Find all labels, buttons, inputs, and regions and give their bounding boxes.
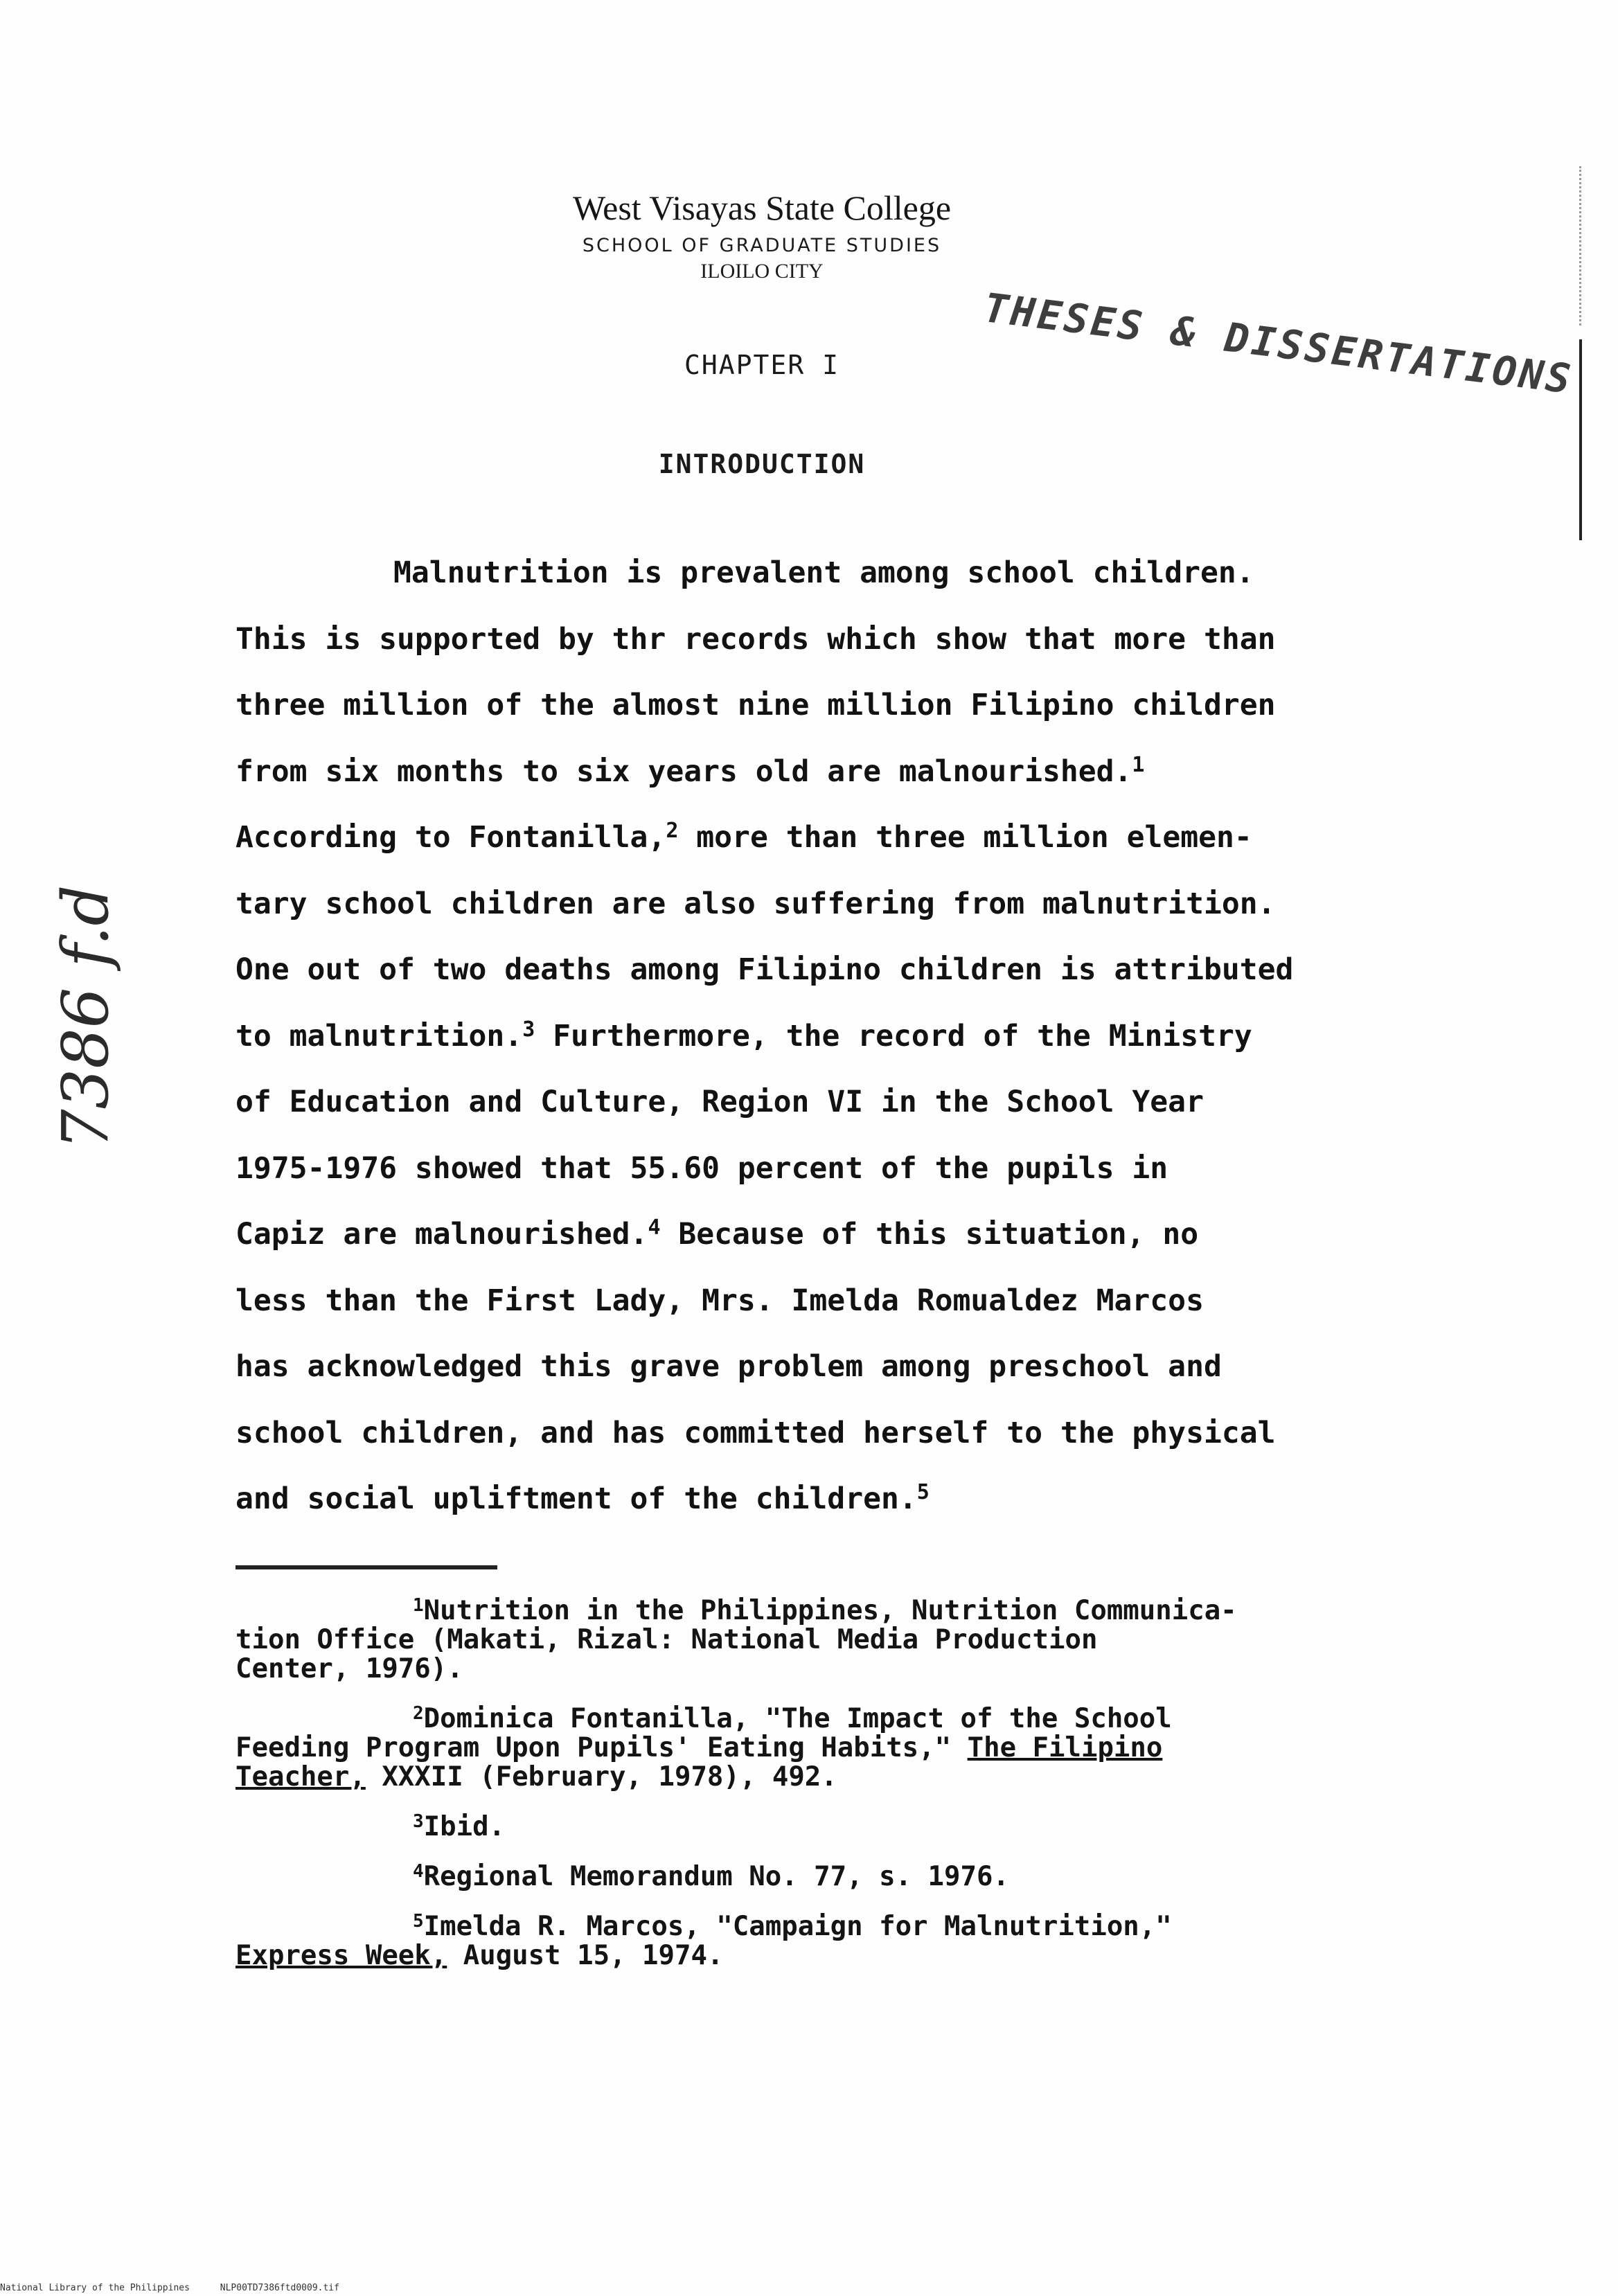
body-line — [235, 1202, 1413, 1268]
body-line — [235, 805, 1413, 871]
handwritten-call-number: 7386 f.d — [48, 884, 123, 1150]
body-text-span: from six months to six years old are malnourished. — [235, 754, 1132, 789]
body-line: school children, and has committed herself to the physical — [235, 1415, 1276, 1450]
footnote-line — [235, 1813, 1427, 1842]
footnote-line — [235, 1862, 1427, 1892]
footnote-line: Center, 1976). — [235, 1653, 463, 1684]
body-text-span: to malnutrition. — [235, 1018, 523, 1053]
scan-edge-dots — [1579, 166, 1583, 326]
footnote-text: Regional Memorandum No. 77, s. 1976. — [423, 1861, 1009, 1892]
footnote-divider — [235, 1565, 497, 1569]
body-text-span: Because of this situation, no — [660, 1217, 1199, 1252]
body-text-span: Furthermore, the record of the Ministry — [535, 1018, 1252, 1053]
footnote-line — [235, 1734, 1427, 1763]
footnote-ref: 5 — [916, 1480, 930, 1504]
footnote-text: August 15, 1974. — [447, 1940, 724, 1971]
footnote-text: XXXII (February, 1978), 492. — [365, 1761, 837, 1792]
footnote-ref: 4 — [648, 1216, 661, 1240]
body-line: 1975-1976 showed that 55.60 percent of the pupils in — [235, 1150, 1168, 1186]
section-title: INTRODUCTION — [658, 449, 866, 479]
scan-edge-bar — [1579, 339, 1582, 540]
footnote-5 — [235, 1912, 1427, 1970]
body-text-span: and social upliftment of the children. — [235, 1481, 917, 1516]
body-line: Malnutrition is prevalent among school children. — [393, 555, 1254, 590]
letterhead — [416, 187, 1108, 284]
city-name: ILOILO CITY — [700, 260, 824, 283]
footnote-line — [235, 1596, 1427, 1626]
body-line: One out of two deaths among Filipino children is attributed — [235, 952, 1294, 987]
body-line: less than the First Lady, Mrs. Imelda Romualdez Marcos — [235, 1283, 1204, 1318]
footnote-line — [235, 1705, 1427, 1734]
body-paragraph — [235, 540, 1413, 1533]
body-line: tary school children are also suffering from malnutrition. — [235, 886, 1276, 921]
footnote-number: 3 — [413, 1811, 424, 1832]
footnote-text: Dominica Fontanilla, "The Impact of the School — [423, 1703, 1172, 1734]
footnote-1 — [235, 1596, 1427, 1684]
footnote-ref: 2 — [666, 819, 679, 843]
footnote-text: Ibid. — [423, 1811, 506, 1842]
publication-title: The Filipino — [967, 1732, 1163, 1763]
file-name: NLP00TD7386ftd0009.tif — [220, 2283, 339, 2293]
footnote-line — [235, 1912, 1427, 1941]
footnote-line — [235, 1763, 1427, 1792]
body-line — [235, 739, 1413, 806]
body-text-span: According to Fontanilla, — [235, 820, 666, 855]
library-credit: National Library of the Philippines — [0, 2283, 190, 2293]
body-line — [235, 1004, 1413, 1070]
publication-title: Express Week, — [235, 1940, 447, 1971]
footnote-text: Feeding Program Upon Pupils' Eating Habits," — [235, 1732, 968, 1763]
body-line: This is supported by thr records which show that more than — [235, 621, 1276, 657]
footnote-number: 4 — [413, 1861, 424, 1882]
body-line: has acknowledged this grave problem among preschool and — [235, 1349, 1222, 1384]
publication-title: Teacher, — [235, 1761, 366, 1792]
footnote-2 — [235, 1705, 1427, 1792]
body-line — [235, 1466, 1413, 1533]
footnote-ref: 3 — [522, 1017, 535, 1042]
footnote-number: 5 — [413, 1911, 424, 1932]
footnote-text: Nutrition in the Philippines, Nutrition Communica- — [423, 1595, 1237, 1626]
footnote-line — [235, 1941, 1427, 1970]
footnote-ref: 1 — [1132, 752, 1145, 777]
college-name: West Visayas State College — [572, 188, 952, 227]
theses-stamp: THESES & DISSERTATIONS — [981, 284, 1576, 403]
body-text-span: more than three million elemen- — [678, 820, 1252, 855]
footnote-number: 1 — [413, 1595, 424, 1616]
school-name: SCHOOL OF GRADUATE STUDIES — [582, 235, 942, 256]
footnote-line: tion Office (Makati, Rizal: National Media Production — [235, 1624, 1098, 1655]
scan-footer — [0, 2283, 623, 2293]
body-line: three million of the almost nine million Filipino children — [235, 688, 1276, 722]
footnote-3 — [235, 1813, 1427, 1842]
footnotes — [235, 1596, 1427, 1991]
body-text-span: Capiz are malnourished. — [235, 1217, 648, 1252]
body-line: of Education and Culture, Region VI in the School Year — [235, 1085, 1204, 1119]
footnote-4 — [235, 1862, 1427, 1892]
chapter-heading: CHAPTER I — [684, 350, 839, 380]
footnote-number: 2 — [413, 1703, 424, 1724]
footnote-text: Imelda R. Marcos, "Campaign for Malnutrition," — [423, 1911, 1172, 1942]
